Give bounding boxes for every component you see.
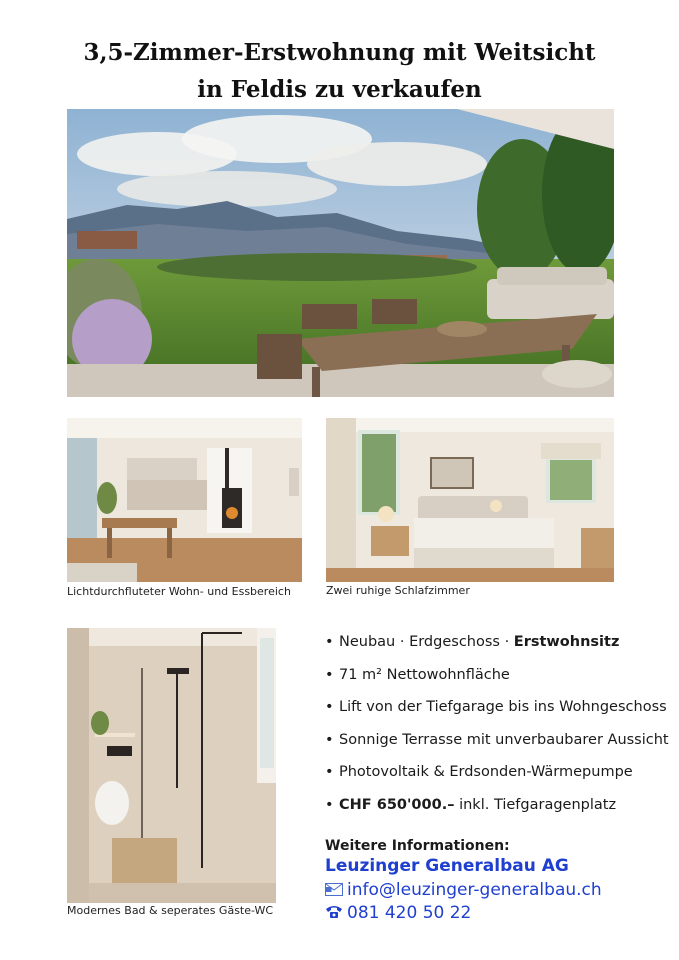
feature-item — [325, 626, 669, 659]
bullet-icon: • — [325, 699, 334, 716]
feature-item — [325, 724, 669, 757]
feature-item — [325, 756, 669, 789]
contact-heading: Weitere Informationen: — [325, 838, 510, 854]
feature-text: Neubau · Erdgeschoss · — [339, 634, 514, 650]
living-room-caption: Lichtdurchfluteter Wohn- und Essbereich — [67, 585, 291, 598]
terrace-photo — [67, 109, 614, 397]
bedroom-caption: Zwei ruhige Schlafzimmer — [326, 584, 470, 597]
feature-text: Lift von der Tiefgarage bis ins Wohngeschoss — [339, 699, 667, 716]
feature-text: inkl. Tiefgaragenplatz — [454, 796, 617, 813]
phone-icon — [325, 904, 347, 922]
title-line-1: 3,5-Zimmer-Erstwohnung mit Weitsicht — [83, 39, 596, 66]
email-icon — [325, 881, 347, 899]
bullet-icon: • — [325, 666, 334, 683]
phone-link[interactable] — [325, 903, 471, 923]
bullet-icon: • — [325, 731, 334, 748]
bathroom-photo — [67, 628, 276, 903]
bathroom-caption: Modernes Bad & seperates Gäste-WC — [67, 904, 274, 917]
feature-text: Photovoltaik & Erdsonden-Wärmepumpe — [339, 764, 633, 781]
bullet-icon: • — [325, 796, 334, 813]
phone-number[interactable]: 081 420 50 22 — [347, 903, 472, 923]
email-address[interactable]: info@leuzinger-generalbau.ch — [347, 880, 602, 900]
bullet-icon: • — [325, 764, 334, 781]
page-title — [0, 34, 679, 108]
bullet-icon: • — [325, 634, 334, 650]
feature-item — [325, 691, 669, 724]
feature-item — [325, 659, 669, 692]
price-text: CHF 650'000.– — [339, 796, 455, 813]
feature-text-bold: Erstwohnsitz — [513, 634, 620, 650]
email-link[interactable] — [325, 880, 602, 900]
feature-text: 71 m² Nettowohnfläche — [339, 666, 510, 683]
feature-text: Sonnige Terrasse mit unverbaubarer Aussicht — [339, 731, 669, 748]
living-room-photo — [67, 418, 302, 582]
company-name: Leuzinger Generalbau AG — [325, 856, 569, 876]
feature-item — [325, 789, 669, 822]
feature-list — [325, 626, 669, 822]
title-line-2: in Feldis zu verkaufen — [197, 76, 482, 103]
bedroom-photo — [326, 418, 614, 582]
